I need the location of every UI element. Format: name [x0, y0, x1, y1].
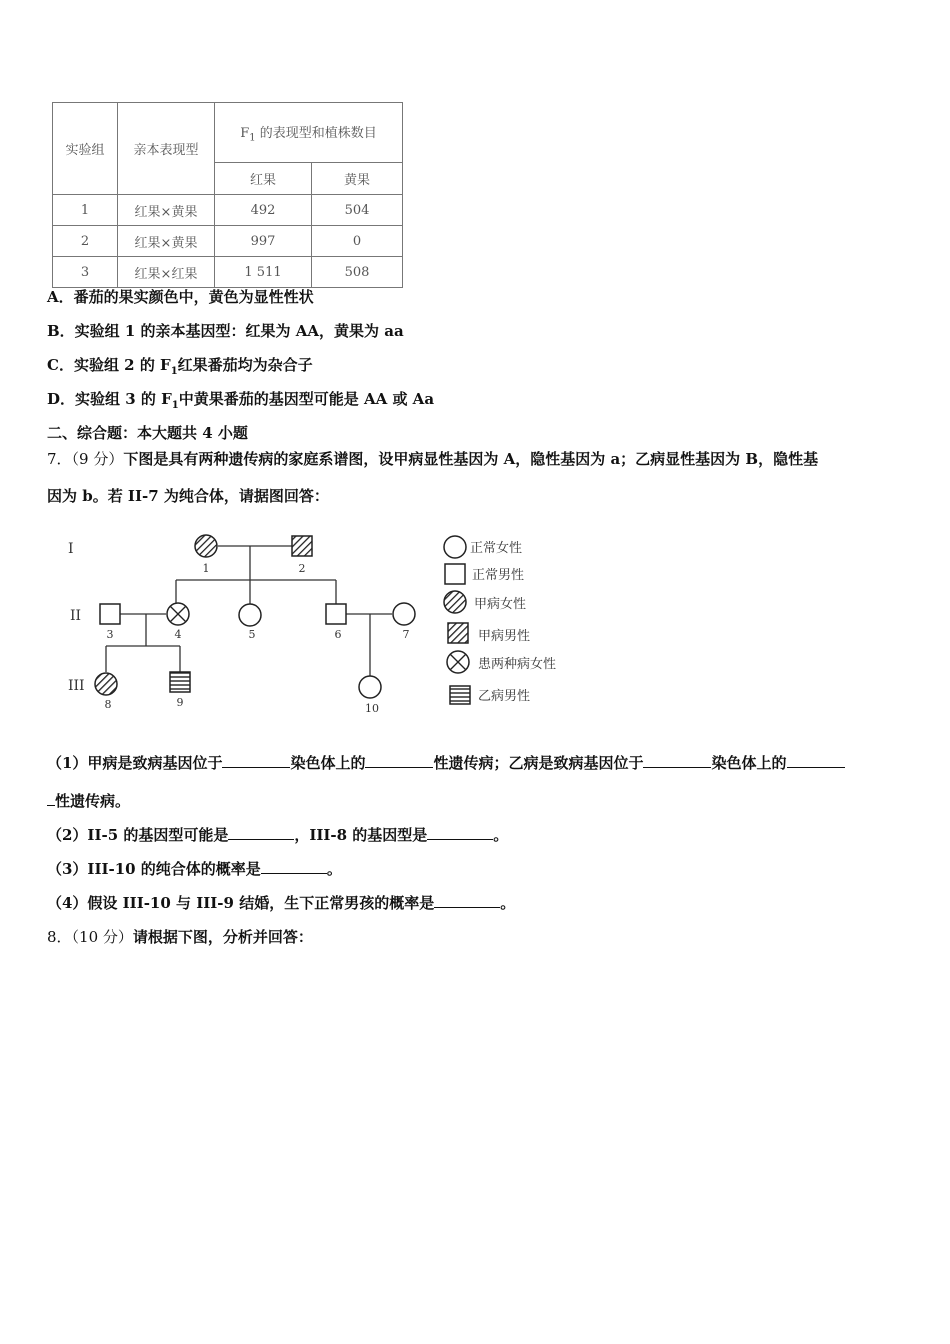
question-7-line2: 因为 b。若 II-7 为纯合体，请据图回答： — [47, 487, 329, 505]
individual-3 — [100, 604, 120, 624]
pedigree-legend — [444, 536, 556, 704]
individual-number: 7 — [402, 628, 410, 641]
pedigree-chart — [0, 520, 600, 720]
question-8: 8．（10 分）请根据下图，分析并回答： — [47, 928, 313, 946]
header-red: 红果 — [215, 163, 312, 195]
legend-label: 甲病男性 — [478, 629, 531, 644]
individual-8 — [95, 673, 117, 695]
individual-10 — [359, 676, 381, 698]
individual-number: 3 — [106, 628, 114, 641]
option-b: B．实验组 1 的亲本基因型：红果为 AA，黄果为 aa — [47, 322, 404, 340]
table-row: 1 红果×黄果 492 504 — [53, 195, 403, 226]
legend-label: 正常女性 — [470, 541, 523, 556]
header-group: 实验组 — [53, 103, 118, 195]
table-row: 3 红果×红果 1 511 508 — [53, 257, 403, 288]
option-a: A．番茄的果实颜色中，黄色为显性性状 — [47, 288, 314, 306]
option-c: C．实验组 2 的 $F_1$红果番茄均为杂合子 — [47, 356, 313, 377]
individual-1 — [195, 535, 217, 557]
individual-7 — [393, 603, 415, 625]
generation-label: III — [68, 678, 85, 694]
individual-6 — [326, 604, 346, 624]
individual-number: 2 — [298, 562, 306, 575]
individual-5 — [239, 604, 261, 626]
sub-question-4: （4）假设 III-10 与 III-9 结婚，生下正常男孩的概率是 。 — [47, 894, 516, 912]
sub-question-2: （2）II-5 的基因型可能是 ，III-8 的基因型是 。 — [47, 826, 509, 844]
individual-number: 6 — [334, 628, 342, 641]
legend-label: 甲病女性 — [474, 597, 527, 612]
question-7-line1: 7．（9 分）下图是具有两种遗传病的家庭系谱图，设甲病显性基因为 A，隐性基因为 a；乙病显性基因为 B，隐性基 — [47, 450, 819, 468]
individual-4 — [167, 603, 189, 625]
individual-number: 10 — [365, 702, 379, 715]
sub-question-1-line1: （1）甲病是致病基因位于 染色体上的 性遗传病；乙病是致病基因位于 染色体上的 — [47, 752, 845, 773]
individual-2 — [292, 536, 312, 556]
sub-question-1-line2: 性遗传病。 — [47, 790, 130, 811]
individual-number: 4 — [174, 628, 182, 641]
individual-number: 1 — [202, 562, 210, 575]
generation-label: II — [70, 608, 82, 624]
header-f1: $F_1$ 的表现型和植株数目 — [215, 103, 403, 163]
header-yellow: 黄果 — [312, 163, 403, 195]
header-parents: 亲本表现型 — [118, 103, 215, 195]
individual-number: 8 — [104, 698, 112, 711]
legend-label: 正常男性 — [472, 568, 525, 583]
individual-number: 5 — [248, 628, 256, 641]
option-d: D．实验组 3 的 $F_1$中黄果番茄的基因型可能是 AA 或 Aa — [47, 390, 435, 411]
generation-label: I — [68, 541, 74, 557]
experiment-table — [52, 102, 403, 288]
legend-label: 患两种病女性 — [478, 657, 557, 672]
individual-9 — [170, 672, 190, 692]
legend-label: 乙病男性 — [478, 689, 531, 704]
table-row: 2 红果×黄果 997 0 — [53, 226, 403, 257]
section-heading: 二、综合题：本大题共 4 小题 — [47, 424, 248, 442]
individual-number: 9 — [176, 696, 184, 709]
sub-question-3: （3）III-10 的纯合体的概率是 。 — [47, 860, 342, 878]
